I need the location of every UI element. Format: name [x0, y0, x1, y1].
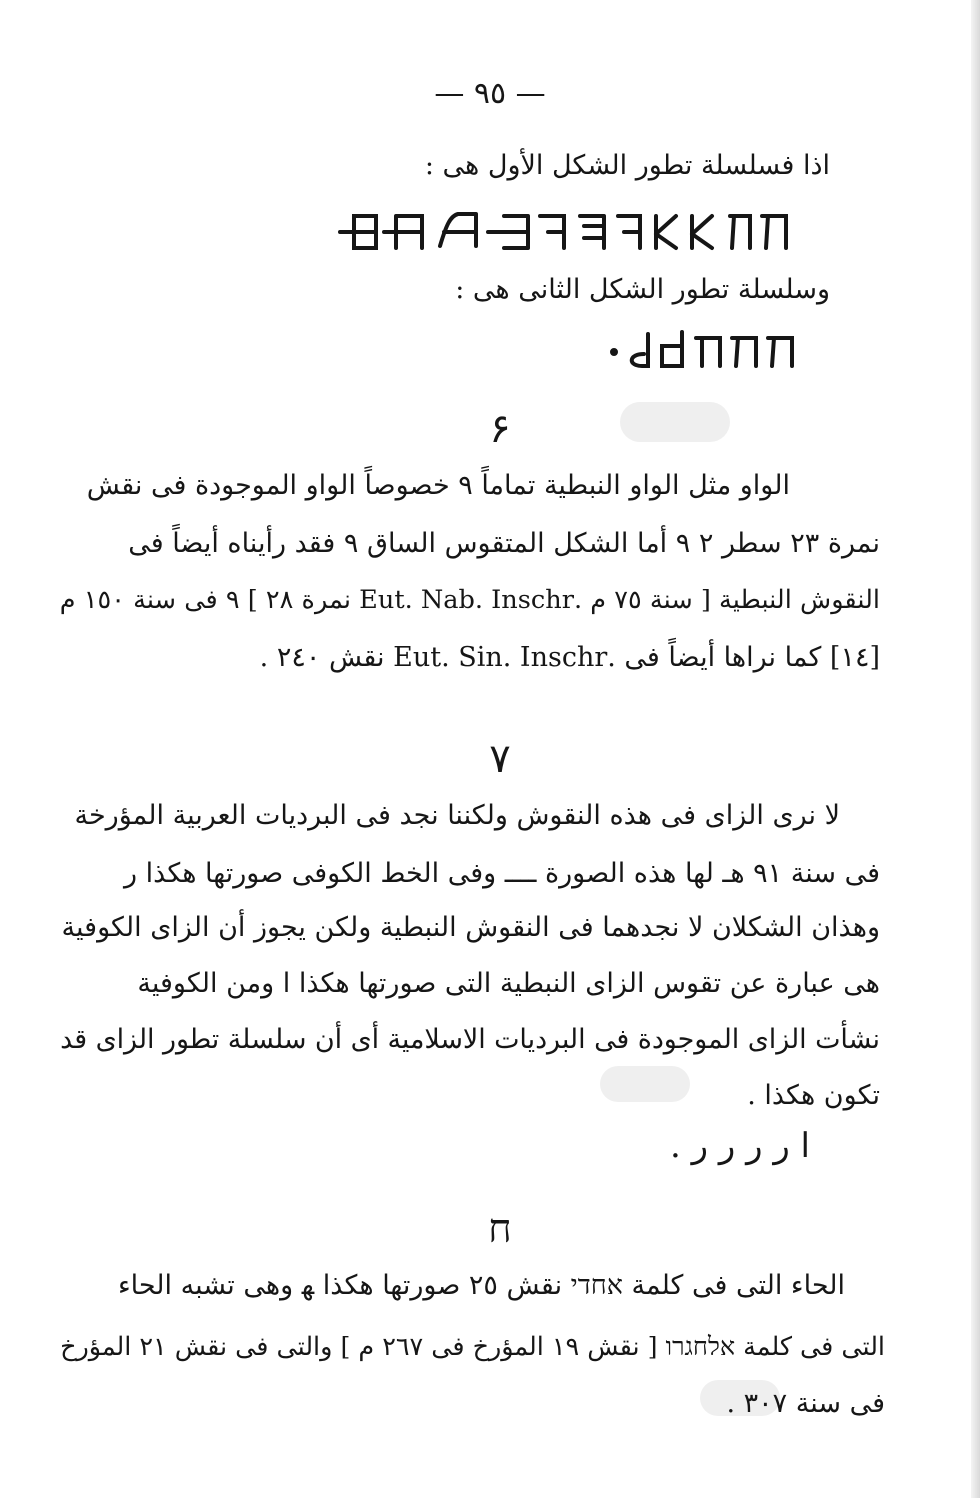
glyph-sequence-zay: ا ر ر ر ر .: [670, 1126, 810, 1166]
nabataean-forms-row-2: [608, 326, 798, 370]
letter-heading-zay: ۷: [489, 736, 511, 782]
text-line: النقوش النبطية [ سنة ٧٥ م .Eut. Nab. Inschr نمرة ٢٨ ] ٩ فى سنة ١٥٠ م: [59, 585, 880, 615]
letter-heading-waw: ۶: [489, 406, 511, 452]
text-line: فى سنة ٣٠٧ .: [726, 1388, 885, 1419]
text-line: [١٤] كما نراها أيضاً فى .Eut. Sin. Inschr نقش ٢٤٠ .: [259, 642, 880, 673]
text-line: هى عبارة عن تقوس الزاى النبطية التى صورتها هكذا ا ومن الكوفية: [137, 968, 880, 999]
text-line: التى فى كلمة אלחגרו [ نقش ١٩ المؤرخ فى ٢٦٧ م ] والتى فى نقش ٢١ المؤرخ: [60, 1331, 885, 1361]
page-number: — ٩٥ —: [434, 76, 546, 111]
text-line: اذا فسلسلة تطور الشكل الأول هى :: [424, 150, 830, 181]
nabataean-forms-row-1: [336, 206, 796, 256]
letter-heading-hah: ח: [488, 1206, 512, 1252]
paper-smudge: [600, 1066, 690, 1102]
glyph-sequence-first-form: [336, 206, 796, 256]
text-line: نشأت الزاى الموجودة فى البرديات الاسلامية أى أن سلسلة تطور الزاى قد: [60, 1024, 880, 1055]
text-line: نمرة ٢٣ سطر ٢ ٩ أما الشكل المتقوس الساق ٩ فقد رأيناه أيضاً فى: [128, 528, 880, 559]
text-line: الواو مثل الواو النبطية تماماً ٩ خصوصاً الواو الموجودة فى نقش: [86, 470, 790, 501]
text-line: فى سنة ٩١ هـ لها هذه الصورة ــــ وفى الخط الكوفى صورتها هكذا ر: [124, 858, 880, 889]
glyph-sequence-second-form: [608, 326, 798, 370]
text-line: لا نرى الزاى فى هذه النقوش ولكننا نجد فى البرديات العربية المؤرخة: [74, 800, 840, 831]
text-line: تكون هكذا .: [747, 1080, 880, 1111]
text-line: وهذان الشكلان لا نجدهما فى النقوش النبطية ولكن يجوز أن الزاى الكوفية: [61, 912, 880, 943]
text-line: وسلسلة تطور الشكل الثانى هى :: [455, 274, 830, 305]
text-line: الحاء التى فى كلمة אחדי نقش ٢٥ صورتها هكذا ﻬ وهى تشبه الحاء: [117, 1270, 845, 1301]
